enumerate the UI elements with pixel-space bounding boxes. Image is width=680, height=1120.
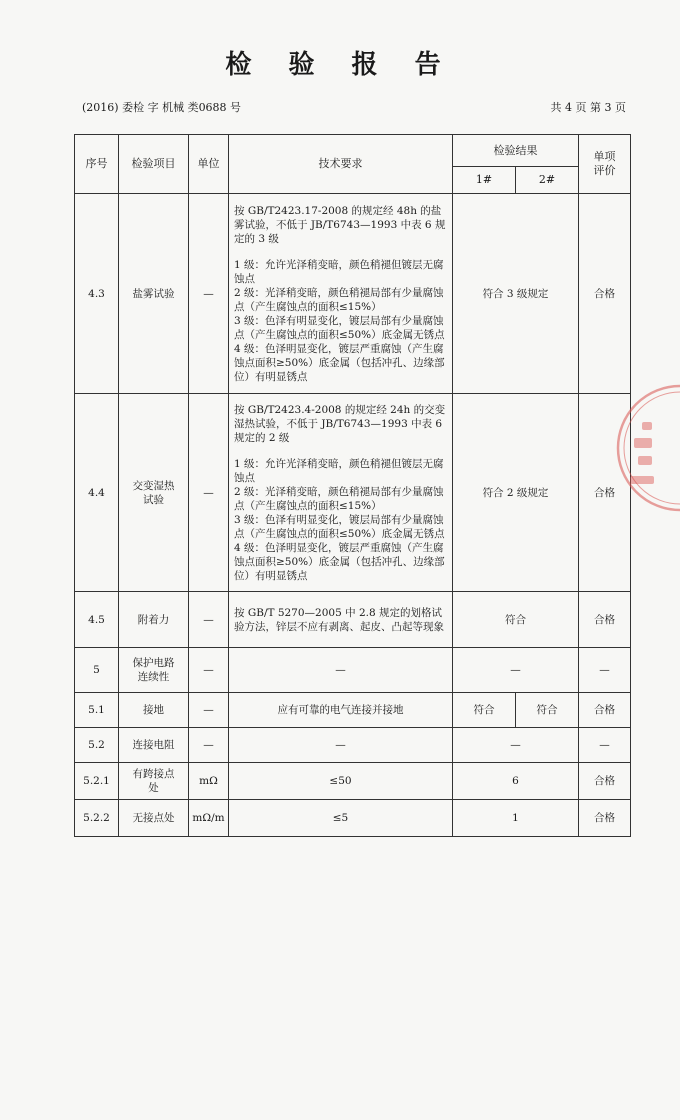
header-evaluation: 单项评价 bbox=[579, 135, 631, 194]
row-requirement bbox=[229, 194, 453, 394]
table-row bbox=[75, 763, 631, 800]
row-evaluation: 合格 bbox=[579, 763, 631, 800]
row-item: 接地 bbox=[119, 693, 189, 728]
row-evaluation: 合格 bbox=[579, 592, 631, 648]
row-result: 1 bbox=[453, 800, 579, 837]
row-result: 符合 3 级规定 bbox=[453, 194, 579, 394]
table-row bbox=[75, 194, 631, 394]
header-row bbox=[75, 135, 631, 167]
row-unit: — bbox=[189, 194, 229, 394]
report-number: (2016) 委检 字 机械 类0688 号 bbox=[82, 101, 242, 114]
row-seq: 5 bbox=[75, 648, 119, 693]
header-sample-2: 2# bbox=[516, 167, 579, 194]
row-requirement: 按 GB/T 5270—2005 中 2.8 规定的划格试验方法，锌层不应有剥离、起皮、凸起等现象 bbox=[229, 592, 453, 648]
row-evaluation: 合格 bbox=[579, 194, 631, 394]
row-result-1: 符合 bbox=[453, 693, 516, 728]
row-unit: — bbox=[189, 592, 229, 648]
row-seq: 4.4 bbox=[75, 394, 119, 592]
row-unit: — bbox=[189, 648, 229, 693]
row-evaluation: 合格 bbox=[579, 693, 631, 728]
row-item: 无接点处 bbox=[119, 800, 189, 837]
header-result: 检验结果 bbox=[453, 135, 579, 167]
row-item: 附着力 bbox=[119, 592, 189, 648]
row-requirement: — bbox=[229, 648, 453, 693]
header-unit: 单位 bbox=[189, 135, 229, 194]
row-result: 符合 2 级规定 bbox=[453, 394, 579, 592]
row-evaluation: — bbox=[579, 728, 631, 763]
row-result: — bbox=[453, 648, 579, 693]
row-item: 保护电路连续性 bbox=[119, 648, 189, 693]
page-title: 检 验 报 告 bbox=[225, 50, 455, 80]
page-info: 共 4 页 第 3 页 bbox=[550, 101, 626, 114]
table-row bbox=[75, 693, 631, 728]
requirement-level: 3 级：色泽有明显变化，镀层局部有少量腐蚀点（产生腐蚀点的面积≤50%）底金属无锈点 bbox=[234, 314, 445, 341]
row-result: 符合 bbox=[453, 592, 579, 648]
requirement-level: 2 级：光泽稍变暗，颜色稍褪局部有少量腐蚀点（产生腐蚀点的面积≤15%） bbox=[234, 286, 444, 313]
row-item: 盐雾试验 bbox=[119, 194, 189, 394]
row-requirement: — bbox=[229, 728, 453, 763]
row-unit: mΩ bbox=[189, 763, 229, 800]
row-unit: — bbox=[189, 693, 229, 728]
header-item: 检验项目 bbox=[119, 135, 189, 194]
table-row bbox=[75, 394, 631, 592]
row-seq: 5.2.1 bbox=[75, 763, 119, 800]
row-result-2: 符合 bbox=[516, 693, 579, 728]
row-unit: — bbox=[189, 728, 229, 763]
row-requirement: ≤50 bbox=[229, 763, 453, 800]
row-requirement: ≤5 bbox=[229, 800, 453, 837]
row-evaluation: 合格 bbox=[579, 800, 631, 837]
requirement-level: 1 级：允许光泽稍变暗，颜色稍褪但镀层无腐蚀点 bbox=[234, 457, 444, 484]
row-seq: 5.2.2 bbox=[75, 800, 119, 837]
row-evaluation: 合格 bbox=[579, 394, 631, 592]
table-row bbox=[75, 592, 631, 648]
row-item: 有跨接点处 bbox=[119, 763, 189, 800]
row-requirement: 应有可靠的电气连接并接地 bbox=[229, 693, 453, 728]
row-item: 连接电阻 bbox=[119, 728, 189, 763]
row-seq: 4.5 bbox=[75, 592, 119, 648]
row-evaluation: — bbox=[579, 648, 631, 693]
row-requirement bbox=[229, 394, 453, 592]
requirement-level: 4 级：色泽明显变化，镀层严重腐蚀（产生腐蚀点面积≥50%）底金属（包括冲孔、边缘部位）有明显锈点 bbox=[234, 541, 445, 582]
row-seq: 4.3 bbox=[75, 194, 119, 394]
row-result: 6 bbox=[453, 763, 579, 800]
requirement-intro: 按 GB/T2423.4-2008 的规定经 24h 的交变湿热试验，不低于 JB/T6743—1993 中表 6 规定的 2 级 bbox=[234, 403, 446, 444]
row-unit: — bbox=[189, 394, 229, 592]
requirement-level: 4 级：色泽明显变化，镀层严重腐蚀（产生腐蚀点面积≥50%）底金属（包括冲孔、边缘部位）有明显锈点 bbox=[234, 342, 445, 383]
header-seq: 序号 bbox=[75, 135, 119, 194]
row-item: 交变湿热试验 bbox=[119, 394, 189, 592]
table-row bbox=[75, 648, 631, 693]
inspection-table bbox=[74, 134, 631, 837]
header-sample-1: 1# bbox=[453, 167, 516, 194]
header-requirement: 技术要求 bbox=[229, 135, 453, 194]
table-row bbox=[75, 728, 631, 763]
requirement-level: 1 级：允许光泽稍变暗，颜色稍褪但镀层无腐蚀点 bbox=[234, 258, 444, 285]
row-result: — bbox=[453, 728, 579, 763]
requirement-level: 3 级：色泽有明显变化，镀层局部有少量腐蚀点（产生腐蚀点的面积≤50%）底金属无锈点 bbox=[234, 513, 445, 540]
row-seq: 5.1 bbox=[75, 693, 119, 728]
requirement-intro: 按 GB/T2423.17-2008 的规定经 48h 的盐雾试验，不低于 JB/T6743—1993 中表 6 规定的 3 级 bbox=[234, 204, 446, 245]
table-row bbox=[75, 800, 631, 837]
row-seq: 5.2 bbox=[75, 728, 119, 763]
requirement-level: 2 级：光泽稍变暗，颜色稍褪局部有少量腐蚀点（产生腐蚀点的面积≤15%） bbox=[234, 485, 444, 512]
row-unit: mΩ/m bbox=[189, 800, 229, 837]
